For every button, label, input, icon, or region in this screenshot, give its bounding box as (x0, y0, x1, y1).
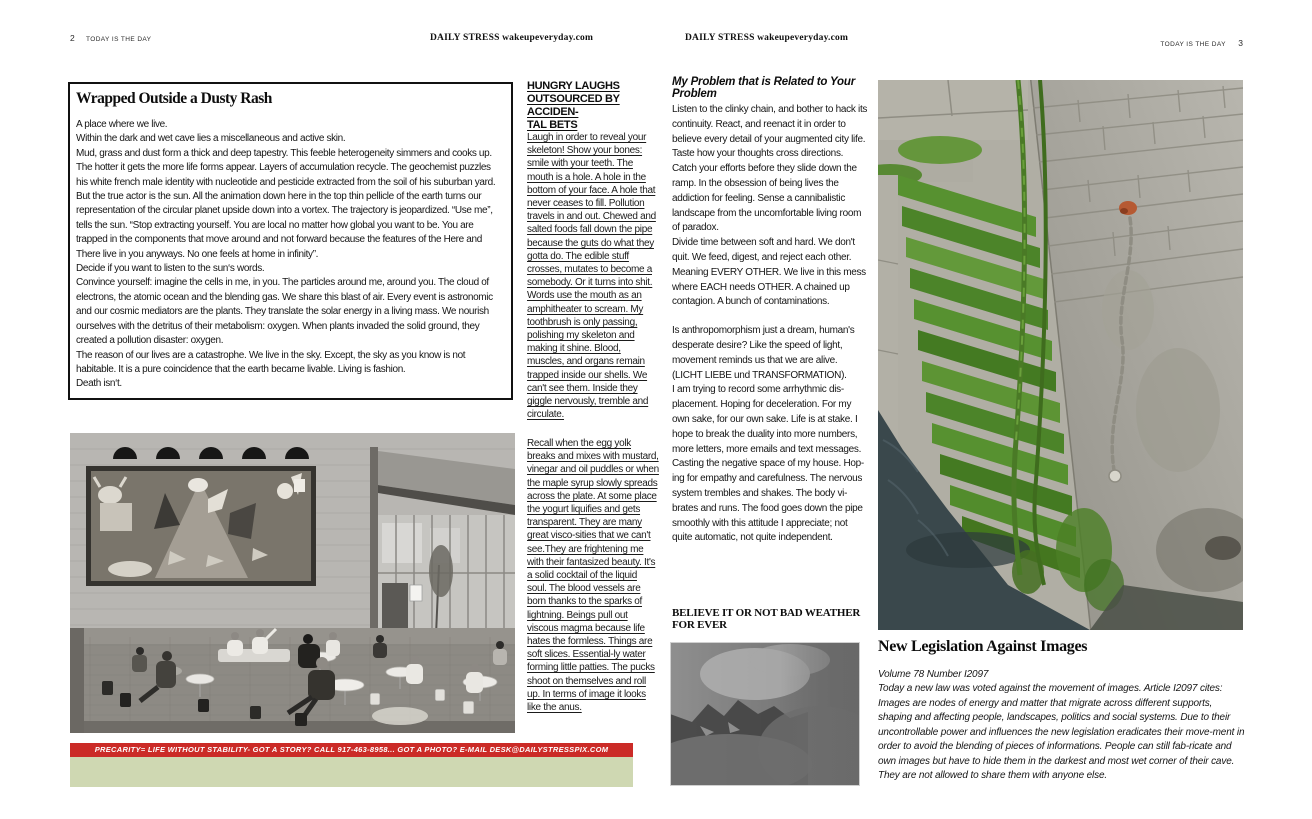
paragraph: Convince yourself: imagine the cells in me, in you. The particles around me, around you. The cloud of electrons, the atomic ocean and the blending gas. We share this blast of air. Every event is astronomic and our cosmic mediators are the plants. They translate the solar energy in a living mass. We nourish ourselves with the detritus of their metabolism: oxygen. When plants invaded the solid ground, they created a pollution disaster: oxygen. (76, 277, 493, 347)
paragraph: Is anthropomorphism just a dream, human's desperate desire? Like the speed of light, movement reminds us that we are alive. (LICHT LIEBE und TRANSFORMATION). (672, 325, 855, 381)
left-tagline: TODAY IS THE DAY (86, 36, 152, 43)
fog-mountain-photo (670, 642, 860, 786)
right-header-group (1100, 33, 1243, 51)
hungry-paragraph-1: Laugh in order to reveal your skeleton! Show your bones: smile with your teeth. The mouth is a hole. A hole in the bottom of your face. A hole that never ceases to fill. Pollution travels in and out. Chewed and salted foods fall down the pipe because the guts do what they gotta do. The edible stuff crosses, mutates to become a somebody. Or it turns into shit. Words use the mouth as an amphitheater to scream. My toothbrush is only passing, polishing my skeleton and making it shine. Blood, muscles, and organs remain trapped inside our shells. We can't see them. Inside they giggle nervously, tremble and circulate. (527, 132, 656, 421)
hungry-paragraph-2: Recall when the egg yolk breaks and mixes with mustard, vinegar and oil puddles or when the maple syrup slowly spreads across the plate. At some place the yogurt liquifies and gets transparent. They are many great visco-sities that we can't see.They are frightening me with their fantasized beauty. It's a solid cocktail of the liquid soul. The blood vessels are born thanks to the sparks of lightning. Beings pull out viscous magma because life hates the formless. Things are soft slices. Essential-ly water forming little patties. The pucks shoot on themselves and roll up. In terms of image it looks like the anus. (527, 438, 659, 714)
right-tagline: TODAY IS THE DAY (1160, 41, 1226, 48)
legislation-title: New Legislation Against Images (878, 638, 1088, 655)
paragraph: Divide time between soft and hard. We don't quit. We feed, digest, and reject each other. Meaning EVERY OTHER. We live in this mess where EACH needs OTHER. A chained up contagion. A bunch of contaminations. (672, 237, 866, 308)
legislation-body: Today a new law was voted against the movement of images. Article I2097 cites: Images are nodes of energy and matter that migrate across different supports, shaping and affecting people, landscapes, politics and social systems. Due to their uncontrollable power and influences the new legislation eradicates their move-ment in order to avoid the blending of pieces of informations. People can still fab-ricate and own images but have to hide them in the darkest and most wet corner of their cave. They are not allowed to share them with anyone else. (878, 683, 1245, 781)
boxed-article (68, 82, 513, 400)
mossy-steps-photo (878, 80, 1243, 630)
masthead-left: DAILY STRESS wakeupeveryday.com (430, 33, 594, 43)
masthead-right: DAILY STRESS wakeupeveryday.com (685, 33, 849, 43)
paragraph: Death isn‘t. (76, 378, 122, 390)
guernica-cafe-photo (70, 433, 515, 733)
paragraph: Mud, grass and dust form a thick and deep tapestry. This feeble heterogeneity simmers and cooks up. The hotter it gets the more life forms appear. Layers of accumulation recycle. The geochemist puzzles his white french male identity with nucleotide and pesticide extracted from the soil of his suburban yard. But the true actor is the sun. All the animation down here in the top thin pellicle of the earth turns our representation of the circular planet upside down into a vortex. The trajectory is jeopardized. “Use me”, tells the sun. “Stop extracting yourself. You are local no matter how global you want to be. You are trapped in the components that move around and not forward because the features of the Here and There live in you anyways. No one feels at home in infinity”. (76, 147, 496, 260)
legislation-volume-line: Volume 78 Number I2097 (878, 669, 989, 680)
title-line: OUTSOURCED BY ACCIDEN- (527, 93, 620, 118)
boxed-article-body (76, 118, 503, 392)
right-page-number: 3 (1238, 38, 1243, 48)
paragraph: A place where we live. (76, 119, 168, 130)
hungry-column-title (527, 80, 659, 132)
chain-shackle (1109, 470, 1121, 482)
paragraph: Within the dark and wet cave lies a miscellaneous and active skin. (76, 133, 346, 145)
problem-article-body (672, 103, 869, 546)
contact-banner: PRECARITY= LIFE WITHOUT STABILITY- GOT A STORY? CALL 917-463-8958... GOT A PHOTO? E-MAIL DESK@DAILYSTRESSPIX.COM (70, 743, 633, 757)
title-line: HUNGRY LAUGHS (527, 80, 620, 92)
pillar (370, 447, 378, 637)
boxed-article-title: Wrapped Outside a Dusty Rash (76, 90, 272, 107)
floor-light (372, 707, 428, 725)
tree (429, 545, 453, 597)
paragraph: Listen to the clinky chain, and bother to hack its continuity. React, and reenact it in order to believe every detail of your augmented city life. Taste how your thoughts cross directions. Catch your efforts before they slide down the ramp. In the obsession of being lives the addiction for feeling. Sense a cannibalistic landscape from the uncomfortable living room of paradox. (672, 104, 868, 234)
paragraph: Decide if you want to listen to the sun‘s words. (76, 263, 265, 275)
paragraph: The reason of our lives are a catastrophe. We live in the sky. Except, the sky as you know is not habitable. It is a pure coincidence that the earth became livable. Living is fashion. (76, 349, 466, 375)
hungry-column (527, 80, 659, 132)
left-page-number: 2 (70, 33, 75, 43)
title-line: TAL BETS (527, 119, 578, 131)
problem-article-title: My Problem that is Related to Your Problem (672, 76, 855, 100)
rusty-hook (1119, 201, 1137, 215)
paragraph: I am trying to record some arrhythmic dis-placement. Hoping for deceleration. For my own sake, for our own sake. Life is at stake. I hope to break the duality into more numbers, more letters, more emails and text messages. Casting the negative space of my house. Hop-ing for empathy and carefulness. The nervous system trembles and shakes. The body vi-brates and runs. The food goes down the pipe smoothly with this attitude I appreciate; not quite automatic, not quite independent. (672, 384, 864, 544)
guernica-mural (86, 466, 316, 586)
weather-headline: BELIEVE IT OR NOT BAD WEATHER FOR EVER (672, 607, 861, 631)
green-strip (70, 757, 633, 787)
